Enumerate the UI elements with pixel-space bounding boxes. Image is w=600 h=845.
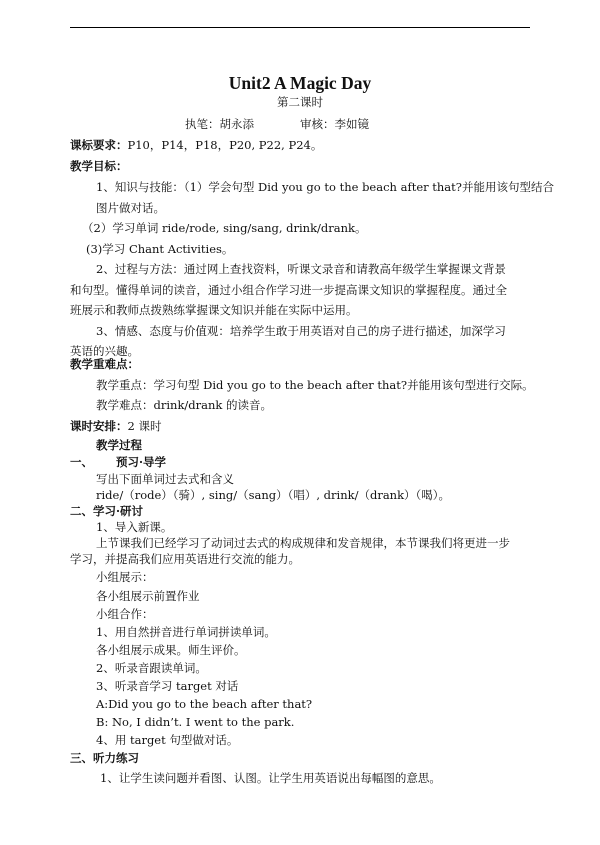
schedule-label: 课时安排： xyxy=(70,419,128,433)
section-2-line: 上节课我们已经学习了动词过去式的构成规律和发音规律，本节课我们将更进一步 xyxy=(96,536,510,550)
key-difficulty: 教学难点：drink/drank 的读音。 xyxy=(96,398,273,412)
objectives-heading: 教学目标： xyxy=(70,159,128,173)
lesson-subtitle: 第二课时 xyxy=(277,95,323,109)
objective-2-line-1: 2、过程与方法：通过网上查找资料，听课文录音和请教高年级学生掌握课文背景 xyxy=(96,262,506,276)
section-2-title: 二、学习·研讨 xyxy=(70,504,144,518)
section-1-instruction: 写出下面单词过去式和含义 xyxy=(96,472,234,486)
section-2-line: 学习，并提高我们应用英语进行交流的能力。 xyxy=(70,552,300,566)
section-2-line: 2、听录音跟读单词。 xyxy=(96,661,207,675)
header-rule xyxy=(70,27,530,28)
document-title: Unit2 A Magic Day xyxy=(228,73,372,93)
section-2-line: 3、听录音学习 target 对话 xyxy=(96,679,239,693)
section-1-title: 预习·导学 xyxy=(116,455,167,469)
curriculum-label: 课标要求： xyxy=(70,138,128,152)
schedule-text: 2 课时 xyxy=(127,419,162,433)
objective-2-line-3: 班展示和教师点拨熟练掌握课文知识并能在实际中运用。 xyxy=(70,303,358,317)
section-2-line: A:Did you go to the beach after that? xyxy=(96,697,313,711)
objective-1-line-2: 图片做对话。 xyxy=(96,201,165,215)
section-2-line: 小组合作： xyxy=(96,607,154,621)
section-1-number: 一、 xyxy=(70,455,93,469)
author-reviewer: 审核：李如镜 xyxy=(300,117,369,131)
section-2-line: 各小组展示成果。师生评价。 xyxy=(96,643,246,657)
section-2-line: 1、导入新课。 xyxy=(96,520,173,534)
author-writer: 执笔：胡永添 xyxy=(185,117,254,131)
section-1-words: ride/（rode）（骑）, sing/（sang）（唱）, drink/（drank）（喝）。 xyxy=(96,488,451,502)
section-2-line: 4、用 target 句型做对话。 xyxy=(96,733,239,747)
objective-3-line-1: 3、情感、态度与价值观：培养学生敢于用英语对自己的房子进行描述，加深学习 xyxy=(96,324,506,338)
objective-1-line-1: 1、知识与技能：（1）学会句型 Did you go to the beach after that?并能用该句型结合 xyxy=(96,180,554,194)
section-2-line: 1、用自然拼音进行单词拼读单词。 xyxy=(96,625,276,639)
objective-1-3: (3)学习 Chant Activities。 xyxy=(86,242,234,256)
section-2-line: 小组展示： xyxy=(96,570,154,584)
process-heading: 教学过程 xyxy=(96,438,142,452)
curriculum-line xyxy=(70,138,322,152)
schedule-line xyxy=(70,419,161,433)
objective-2-line-2: 和句型。懂得单词的读音，通过小组合作学习进一步提高课文知识的掌握程度。通过全 xyxy=(70,283,507,297)
section-3-title: 三、听力练习 xyxy=(70,751,139,765)
key-points-heading: 教学重难点： xyxy=(70,357,139,371)
key-focus: 教学重点：学习句型 Did you go to the beach after that?并能用该句型进行交际。 xyxy=(96,378,534,392)
section-3-line: 1、让学生读问题并看图、认图。让学生用英语说出每幅图的意思。 xyxy=(100,771,441,785)
section-2-line: B: No, I didn’t. I went to the park. xyxy=(96,715,295,729)
objective-1-2: （2）学习单词 ride/rode, sing/sang, drink/drank。 xyxy=(82,221,367,235)
curriculum-text: P10，P14，P18，P20, P22, P24。 xyxy=(127,138,323,152)
objective-3-line-2: 英语的兴趣。 xyxy=(70,344,139,358)
section-2-line: 各小组展示前置作业 xyxy=(96,589,200,603)
